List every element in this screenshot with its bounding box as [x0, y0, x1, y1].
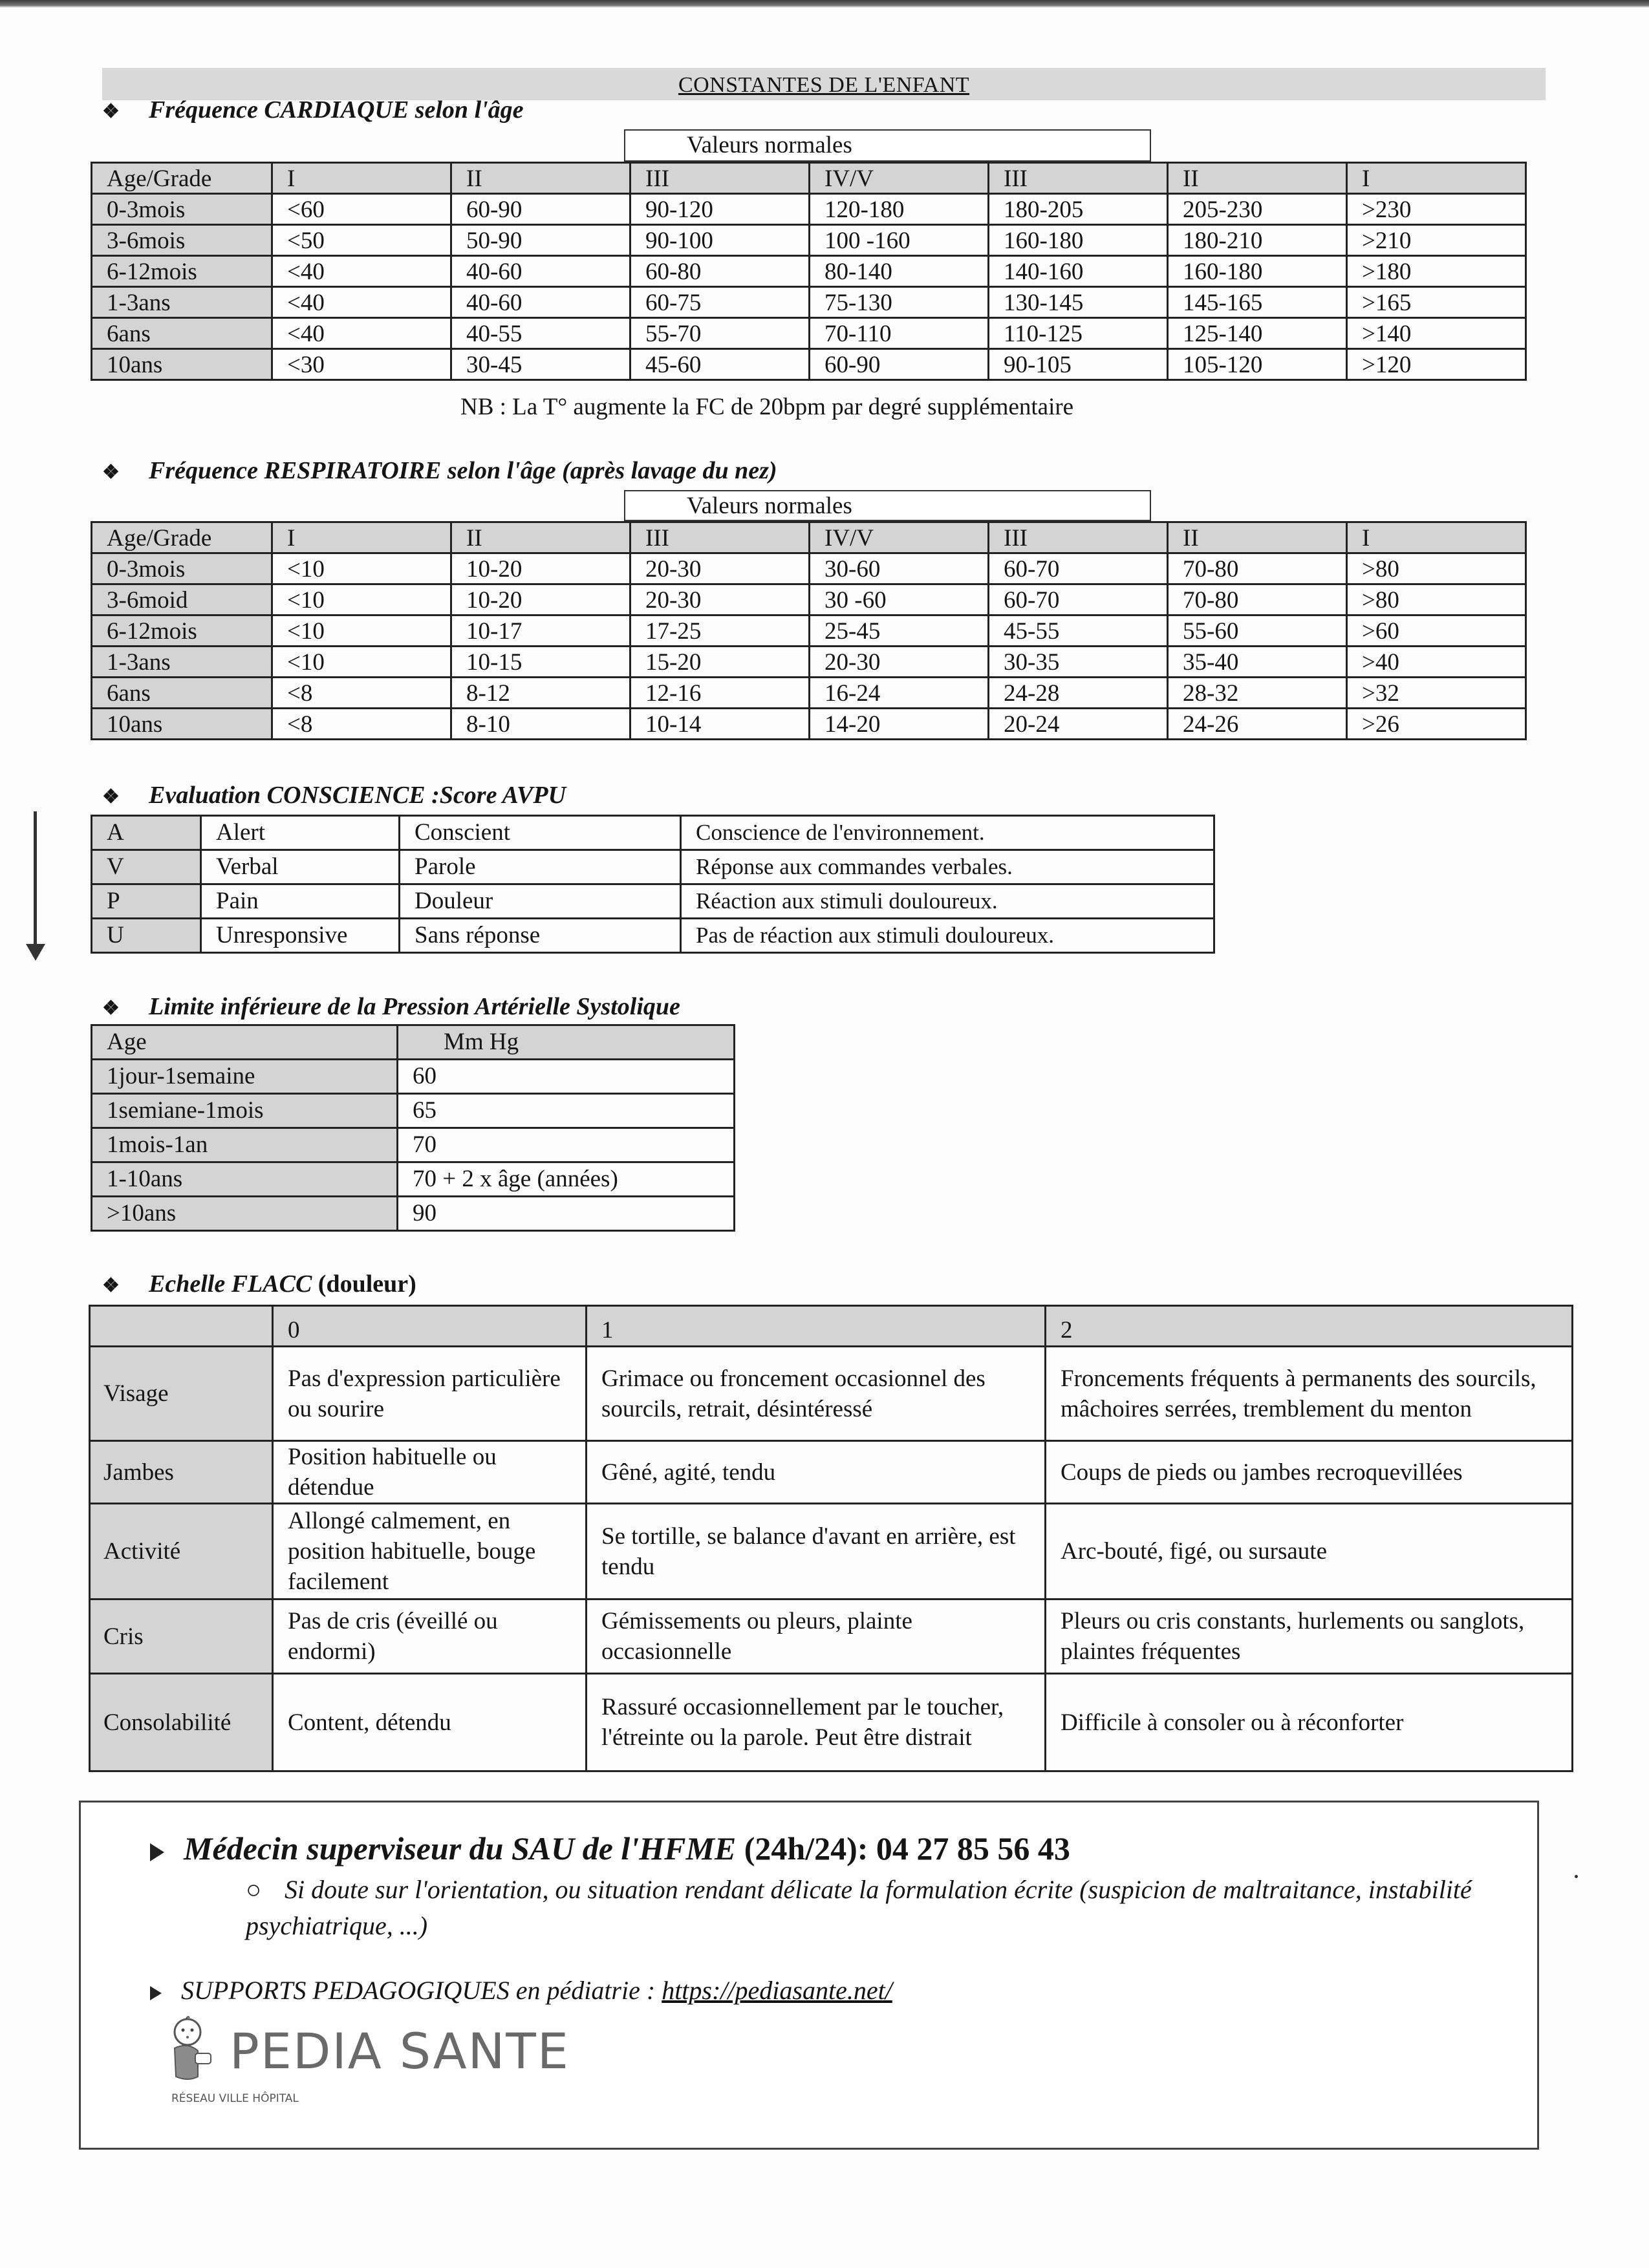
column-header: IV/V — [810, 522, 989, 553]
value-cell: <40 — [272, 256, 451, 287]
value-cell: 160-180 — [1168, 256, 1347, 287]
column-header: I — [272, 163, 451, 194]
value-cell: >120 — [1347, 349, 1526, 380]
score-2-cell: Difficile à consoler ou à réconforter — [1046, 1674, 1573, 1771]
value-cell: 140-160 — [989, 256, 1168, 287]
value-cell: 10-17 — [451, 615, 630, 647]
avpu-french: Conscient — [400, 816, 681, 850]
value-cell: 40-55 — [451, 318, 630, 349]
table-row — [90, 1347, 1573, 1441]
avpu-letter: V — [92, 850, 201, 884]
avpu-table — [91, 815, 1215, 954]
column-header: 2 — [1046, 1306, 1573, 1347]
age-cell: 6-12mois — [92, 615, 272, 647]
value-cell: 24-26 — [1168, 709, 1347, 740]
score-1-cell: Rassuré occasionnellement par le toucher, l'étreinte ou la parole. Peut être distrait — [587, 1674, 1046, 1771]
supervisor-phone[interactable]: 04 27 85 56 43 — [876, 1830, 1070, 1867]
value-cell: 145-165 — [1168, 287, 1347, 318]
age-cell: 1-10ans — [92, 1162, 398, 1197]
table-row — [92, 884, 1214, 919]
logo-wordmark: PEDIA SANTE — [230, 2022, 570, 2080]
avpu-french: Sans réponse — [400, 919, 681, 953]
supervisor-line: Médecin superviseur du SAU de l'HFME (24h/24): 04 27 85 56 43 — [150, 1830, 1070, 1867]
value-cell: <40 — [272, 287, 451, 318]
value-cell: 105-120 — [1168, 349, 1347, 380]
value-cell: 45-60 — [630, 349, 810, 380]
value-cell: 8-12 — [451, 678, 630, 709]
logo-tagline: RÉSEAU VILLE HÔPITAL — [171, 2092, 299, 2105]
blood-pressure-table — [91, 1024, 735, 1232]
criterion-cell: Activité — [90, 1504, 273, 1599]
column-header: Age/Grade — [92, 163, 272, 194]
criterion-cell: Visage — [90, 1347, 273, 1441]
avpu-description: Pas de réaction aux stimuli douloureux. — [681, 919, 1214, 953]
column-header: Age — [92, 1025, 398, 1060]
value-cell: 50-90 — [451, 225, 630, 256]
value-cell: 180-210 — [1168, 225, 1347, 256]
table-row — [90, 1674, 1573, 1771]
avpu-letter: P — [92, 884, 201, 919]
value-cell: 30 -60 — [810, 584, 989, 615]
pressure-cell: 90 — [398, 1197, 735, 1231]
value-cell: 17-25 — [630, 615, 810, 647]
value-cell: 90-100 — [630, 225, 810, 256]
age-cell: 0-3mois — [92, 194, 272, 225]
value-cell: 110-125 — [989, 318, 1168, 349]
table-row — [90, 1599, 1573, 1674]
table-row — [92, 194, 1526, 225]
avpu-letter: U — [92, 919, 201, 953]
value-cell: 60-70 — [989, 553, 1168, 584]
column-header: I — [1347, 522, 1526, 553]
value-cell: 10-20 — [451, 584, 630, 615]
pressure-cell: 65 — [398, 1094, 735, 1128]
table-row — [92, 318, 1526, 349]
pressure-cell: 70 + 2 x âge (années) — [398, 1162, 735, 1197]
value-cell: 30-35 — [989, 647, 1168, 678]
supervisor-note: ○ Si doute sur l'orientation, ou situation rendant délicate la formulation écrite (suspicion de maltraitance, instabilité psychiatrique, ...) — [246, 1872, 1474, 1944]
value-cell: >26 — [1347, 709, 1526, 740]
arrowhead-bullet-icon — [150, 1843, 164, 1861]
age-cell: 1mois-1an — [92, 1128, 398, 1162]
score-2-cell: Froncements fréquents à permanents des sourcils, mâchoires serrées, tremblement du menton — [1046, 1347, 1573, 1441]
age-cell: 6ans — [92, 318, 272, 349]
score-0-cell: Pas d'expression particulière ou sourire — [273, 1347, 587, 1441]
value-cell: 55-70 — [630, 318, 810, 349]
table-row — [92, 287, 1526, 318]
arrowhead-bullet-icon — [150, 1986, 162, 2000]
heart-rate-note: NB : La T° augmente la FC de 20bpm par degré supplémentaire — [460, 394, 1074, 420]
table-header-row — [92, 163, 1526, 194]
value-cell: 60-80 — [630, 256, 810, 287]
value-cell: 40-60 — [451, 256, 630, 287]
diamond-bullet-icon: ❖ — [102, 101, 120, 122]
value-cell: 120-180 — [810, 194, 989, 225]
value-cell: >80 — [1347, 584, 1526, 615]
value-cell: <40 — [272, 318, 451, 349]
avpu-english: Alert — [201, 816, 400, 850]
age-cell: 0-3mois — [92, 553, 272, 584]
score-0-cell: Pas de cris (éveillé ou endormi) — [273, 1599, 587, 1674]
circle-bullet-icon: ○ — [246, 1875, 262, 1904]
value-cell: 205-230 — [1168, 194, 1347, 225]
column-header: III — [989, 163, 1168, 194]
avpu-french: Douleur — [400, 884, 681, 919]
avpu-description: Conscience de l'environnement. — [681, 816, 1214, 850]
value-cell: 60-75 — [630, 287, 810, 318]
diamond-bullet-icon: ❖ — [102, 786, 120, 808]
value-cell: >210 — [1347, 225, 1526, 256]
table-row — [90, 1504, 1573, 1599]
value-cell: 16-24 — [810, 678, 989, 709]
value-cell: 10-15 — [451, 647, 630, 678]
score-0-cell: Content, détendu — [273, 1674, 587, 1771]
avpu-description: Réponse aux commandes verbales. — [681, 850, 1214, 884]
heart-rate-heading: ❖ Fréquence CARDIAQUE selon l'âge — [102, 96, 524, 123]
value-cell: 80-140 — [810, 256, 989, 287]
value-cell: 75-130 — [810, 287, 989, 318]
supports-line: SUPPORTS PEDAGOGIQUES en pédiatrie : https://pediasante.net/ — [150, 1975, 892, 2006]
value-cell: 60-90 — [810, 349, 989, 380]
value-cell: 20-24 — [989, 709, 1168, 740]
value-cell: <10 — [272, 553, 451, 584]
score-1-cell: Gémissements ou pleurs, plainte occasionnelle — [587, 1599, 1046, 1674]
value-cell: >165 — [1347, 287, 1526, 318]
score-1-cell: Gêné, agité, tendu — [587, 1441, 1046, 1504]
value-cell: 40-60 — [451, 287, 630, 318]
value-cell: 30-45 — [451, 349, 630, 380]
heart-rate-table — [91, 162, 1527, 381]
value-cell: 10-20 — [451, 553, 630, 584]
value-cell: 15-20 — [630, 647, 810, 678]
value-cell: 20-30 — [630, 553, 810, 584]
avpu-description: Réaction aux stimuli douloureux. — [681, 884, 1214, 919]
value-cell: <60 — [272, 194, 451, 225]
table-row — [92, 1060, 735, 1094]
table-row — [92, 850, 1214, 884]
arrow-down-icon — [26, 944, 45, 961]
table-row — [92, 919, 1214, 953]
value-cell: 25-45 — [810, 615, 989, 647]
flacc-table — [89, 1305, 1573, 1772]
avpu-english: Verbal — [201, 850, 400, 884]
table-row — [92, 615, 1526, 647]
value-cell: 60-70 — [989, 584, 1168, 615]
blood-pressure-heading: ❖ Limite inférieure de la Pression Artérielle Systolique — [102, 993, 680, 1020]
column-header: II — [451, 163, 630, 194]
avpu-letter: A — [92, 816, 201, 850]
value-cell: 28-32 — [1168, 678, 1347, 709]
value-cell: 90-120 — [630, 194, 810, 225]
table-row — [92, 816, 1214, 850]
age-cell: 10ans — [92, 349, 272, 380]
age-cell: 10ans — [92, 709, 272, 740]
score-2-cell: Coups de pieds ou jambes recroquevillées — [1046, 1441, 1573, 1504]
value-cell: <10 — [272, 584, 451, 615]
value-cell: >32 — [1347, 678, 1526, 709]
value-cell: 20-30 — [630, 584, 810, 615]
table-row — [92, 1094, 735, 1128]
value-cell: 130-145 — [989, 287, 1168, 318]
diamond-bullet-icon: ❖ — [102, 998, 120, 1019]
column-header: I — [272, 522, 451, 553]
value-cell: <30 — [272, 349, 451, 380]
value-cell: 60-90 — [451, 194, 630, 225]
column-header: 1 — [587, 1306, 1046, 1347]
table-header-row — [90, 1306, 1573, 1347]
age-cell: 3-6mois — [92, 225, 272, 256]
column-header: III — [989, 522, 1168, 553]
value-cell: 100 -160 — [810, 225, 989, 256]
scan-speck — [1575, 1875, 1578, 1878]
score-2-cell: Pleurs ou cris constants, hurlements ou sanglots, plaintes fréquentes — [1046, 1599, 1573, 1674]
criterion-cell: Cris — [90, 1599, 273, 1674]
value-cell: <8 — [272, 709, 451, 740]
respiratory-rate-normal-values-label: Valeurs normales — [624, 490, 1151, 521]
value-cell: 180-205 — [989, 194, 1168, 225]
diamond-bullet-icon: ❖ — [102, 462, 120, 483]
table-row — [92, 553, 1526, 584]
criterion-cell: Jambes — [90, 1441, 273, 1504]
value-cell: <50 — [272, 225, 451, 256]
respiratory-rate-table — [91, 521, 1527, 740]
value-cell: 24-28 — [989, 678, 1168, 709]
value-cell: 90-105 — [989, 349, 1168, 380]
value-cell: 70-80 — [1168, 584, 1347, 615]
value-cell: <10 — [272, 647, 451, 678]
column-header: II — [451, 522, 630, 553]
value-cell: >180 — [1347, 256, 1526, 287]
value-cell: 10-14 — [630, 709, 810, 740]
heart-rate-normal-values-label: Valeurs normales — [624, 129, 1151, 162]
value-cell: 70-110 — [810, 318, 989, 349]
value-cell: 14-20 — [810, 709, 989, 740]
score-1-cell: Se tortille, se balance d'avant en arrière, est tendu — [587, 1504, 1046, 1599]
avpu-english: Unresponsive — [201, 919, 400, 953]
table-header-row — [92, 522, 1526, 553]
value-cell: <8 — [272, 678, 451, 709]
value-cell: 70-80 — [1168, 553, 1347, 584]
table-row — [92, 349, 1526, 380]
scan-edge — [0, 0, 1649, 8]
avpu-french: Parole — [400, 850, 681, 884]
column-header: IV/V — [810, 163, 989, 194]
severity-arrow-icon — [34, 811, 37, 947]
column-header: Mm Hg — [398, 1025, 735, 1060]
table-row — [90, 1441, 1573, 1504]
column-header: I — [1347, 163, 1526, 194]
pressure-cell: 60 — [398, 1060, 735, 1094]
table-row — [92, 678, 1526, 709]
age-cell: 6-12mois — [92, 256, 272, 287]
flacc-heading: ❖ Echelle FLACC (douleur) — [102, 1270, 416, 1298]
table-row — [92, 1197, 735, 1231]
diamond-bullet-icon: ❖ — [102, 1275, 120, 1296]
age-cell: 1-3ans — [92, 287, 272, 318]
score-0-cell: Allongé calmement, en position habituelle, bouge facilement — [273, 1504, 587, 1599]
avpu-english: Pain — [201, 884, 400, 919]
column-header: II — [1168, 163, 1347, 194]
age-cell: 1jour-1semaine — [92, 1060, 398, 1094]
score-1-cell: Grimace ou froncement occasionnel des sourcils, retrait, désintéressé — [587, 1347, 1046, 1441]
table-header-row — [92, 1025, 735, 1060]
column-header: III — [630, 163, 810, 194]
pediasante-link[interactable]: https://pediasante.net/ — [662, 1976, 892, 2005]
column-header — [90, 1306, 273, 1347]
column-header: 0 — [273, 1306, 587, 1347]
respiratory-rate-heading: ❖ Fréquence RESPIRATOIRE selon l'âge (après lavage du nez) — [102, 457, 777, 484]
column-header: Age/Grade — [92, 522, 272, 553]
table-row — [92, 256, 1526, 287]
column-header: II — [1168, 522, 1347, 553]
score-0-cell: Position habituelle ou détendue — [273, 1441, 587, 1504]
baby-mascot-icon — [169, 2016, 221, 2084]
value-cell: >80 — [1347, 553, 1526, 584]
value-cell: 160-180 — [989, 225, 1168, 256]
value-cell: 45-55 — [989, 615, 1168, 647]
value-cell: <10 — [272, 615, 451, 647]
avpu-heading: ❖ Evaluation CONSCIENCE :Score AVPU — [102, 782, 566, 809]
value-cell: >140 — [1347, 318, 1526, 349]
criterion-cell: Consolabilité — [90, 1674, 273, 1771]
age-cell: >10ans — [92, 1197, 398, 1231]
value-cell: >230 — [1347, 194, 1526, 225]
value-cell: 20-30 — [810, 647, 989, 678]
age-cell: 3-6moid — [92, 584, 272, 615]
pressure-cell: 70 — [398, 1128, 735, 1162]
table-row — [92, 1162, 735, 1197]
table-row — [92, 1128, 735, 1162]
age-cell: 6ans — [92, 678, 272, 709]
value-cell: 125-140 — [1168, 318, 1347, 349]
value-cell: >60 — [1347, 615, 1526, 647]
table-row — [92, 225, 1526, 256]
page-title: CONSTANTES DE L'ENFANT — [678, 73, 970, 97]
table-row — [92, 647, 1526, 678]
table-row — [92, 709, 1526, 740]
value-cell: 8-10 — [451, 709, 630, 740]
value-cell: 35-40 — [1168, 647, 1347, 678]
column-header: III — [630, 522, 810, 553]
value-cell: >40 — [1347, 647, 1526, 678]
value-cell: 12-16 — [630, 678, 810, 709]
age-cell: 1semiane-1mois — [92, 1094, 398, 1128]
table-row — [92, 584, 1526, 615]
value-cell: 30-60 — [810, 553, 989, 584]
value-cell: 55-60 — [1168, 615, 1347, 647]
age-cell: 1-3ans — [92, 647, 272, 678]
score-2-cell: Arc-bouté, figé, ou sursaute — [1046, 1504, 1573, 1599]
